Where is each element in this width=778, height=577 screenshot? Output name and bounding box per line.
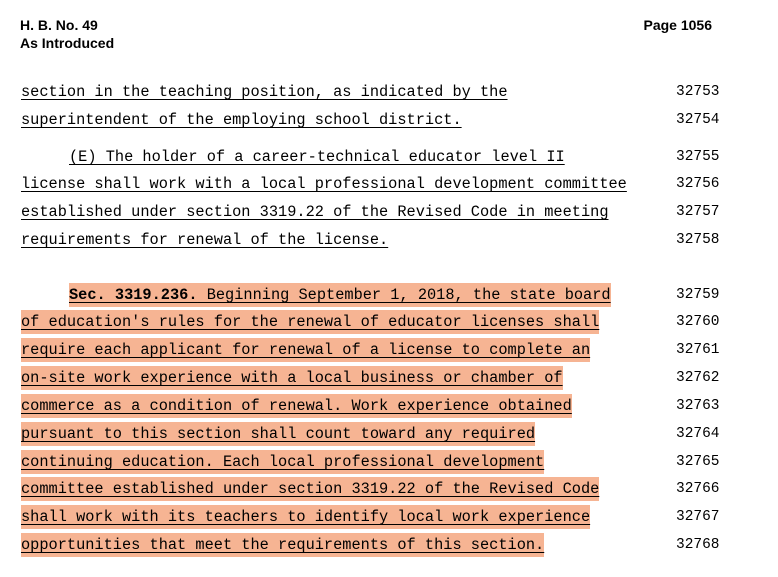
highlighted-line-text: pursuant to this section shall count toward any required [21, 422, 535, 446]
line-text: license shall work with a local professional development committee [21, 175, 627, 193]
text-line [0, 505, 778, 529]
highlighted-line-text: continuing education. Each local professional development [21, 450, 544, 474]
bill-number: H. B. No. 49 [20, 17, 98, 33]
bill-status: As Introduced [20, 35, 115, 51]
section-reference: Sec. 3319.236. [69, 286, 198, 304]
line-number: 32755 [676, 149, 720, 165]
text-line [0, 80, 778, 104]
line-number: 32759 [676, 287, 720, 303]
text-line [0, 108, 778, 132]
text-line [0, 338, 778, 362]
line-number: 32765 [676, 454, 720, 470]
highlighted-line-text: commerce as a condition of renewal. Work experience obtained [21, 394, 572, 418]
text-line [0, 228, 778, 252]
text-line [0, 533, 778, 557]
text-line [0, 172, 778, 196]
line-text: (E) The holder of a career-technical educator level II [69, 148, 565, 166]
text-line [0, 366, 778, 390]
text-line [0, 310, 778, 334]
highlighted-line-text: on-site work experience with a local business or chamber of [21, 366, 563, 390]
line-text: Beginning September 1, 2018, the state board [197, 286, 611, 304]
highlighted-line-text: of education's rules for the renewal of educator licenses shall [21, 310, 599, 334]
highlighted-line-text: committee established under section 3319.22 of the Revised Code [21, 477, 599, 501]
line-number: 32766 [676, 481, 720, 497]
text-line [0, 145, 778, 169]
highlighted-line-text: opportunities that meet the requirements of this section. [21, 533, 544, 557]
text-line [0, 477, 778, 501]
line-number: 32761 [676, 342, 720, 358]
line-number: 32758 [676, 232, 720, 248]
line-text: established under section 3319.22 of the Revised Code in meeting [21, 203, 609, 221]
line-number: 32760 [676, 314, 720, 330]
line-text: superintendent of the employing school district. [21, 111, 462, 129]
highlighted-line-text: shall work with its teachers to identify local work experience [21, 505, 590, 529]
line-number: 32768 [676, 537, 720, 553]
line-number: 32754 [676, 112, 720, 128]
line-number: 32764 [676, 426, 720, 442]
highlighted-line-text: require each applicant for renewal of a license to complete an [21, 338, 590, 362]
line-number: 32767 [676, 509, 720, 525]
page-number: Page 1056 [643, 17, 712, 33]
text-line [0, 394, 778, 418]
line-number: 32753 [676, 84, 720, 100]
highlighted-line-text [69, 283, 611, 307]
line-number: 32762 [676, 370, 720, 386]
text-line [0, 283, 778, 307]
line-text: section in the teaching position, as indicated by the [21, 83, 508, 101]
line-text: requirements for renewal of the license. [21, 231, 389, 249]
line-number: 32757 [676, 204, 720, 220]
text-line [0, 200, 778, 224]
text-line [0, 450, 778, 474]
line-number: 32763 [676, 398, 720, 414]
line-number: 32756 [676, 176, 720, 192]
text-line [0, 422, 778, 446]
